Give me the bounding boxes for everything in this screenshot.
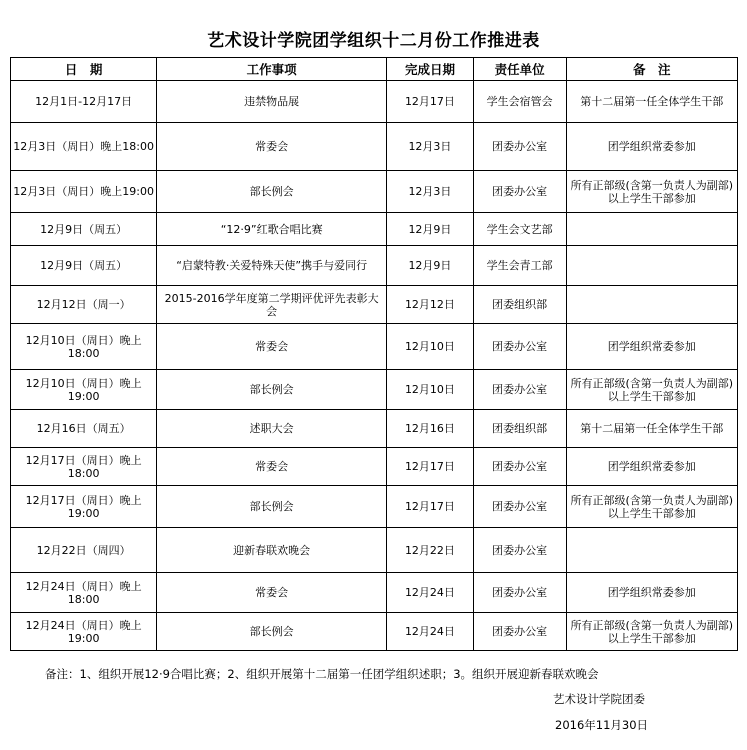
cell-date: 12月10日（周日）晚上18:00 xyxy=(11,324,157,370)
cell-date: 12月17日（周日）晚上19:00 xyxy=(11,486,157,528)
cell-resp: 团委办公室 xyxy=(473,448,566,486)
cell-note xyxy=(566,213,737,246)
cell-date: 12月22日（周四） xyxy=(11,528,157,573)
table-row xyxy=(11,486,738,528)
cell-resp: 团委组织部 xyxy=(473,286,566,324)
cell-done: 12月9日 xyxy=(387,246,474,286)
header-item: 工作事项 xyxy=(157,58,387,81)
cell-date: 12月17日（周日）晚上18:00 xyxy=(11,448,157,486)
cell-resp: 团委办公室 xyxy=(473,486,566,528)
header-resp: 责任单位 xyxy=(473,58,566,81)
cell-done: 12月17日 xyxy=(387,448,474,486)
cell-resp: 团委办公室 xyxy=(473,528,566,573)
cell-note xyxy=(566,528,737,573)
cell-item: “启蒙特教·关爱特殊天使”携手与爱同行 xyxy=(157,246,387,286)
cell-done: 12月3日 xyxy=(387,171,474,213)
cell-date: 12月10日（周日）晚上19:00 xyxy=(11,370,157,410)
cell-resp: 团委办公室 xyxy=(473,123,566,171)
cell-date: 12月24日（周日）晚上18:00 xyxy=(11,573,157,613)
cell-item: 迎新春联欢晚会 xyxy=(157,528,387,573)
cell-resp: 团委办公室 xyxy=(473,573,566,613)
cell-resp: 团委办公室 xyxy=(473,324,566,370)
cell-item: 部长例会 xyxy=(157,370,387,410)
cell-done: 12月10日 xyxy=(387,324,474,370)
document-title: 艺术设计学院团学组织十二月份工作推进表 xyxy=(207,31,540,51)
cell-note: 团学组织常委参加 xyxy=(566,123,737,171)
table-row xyxy=(11,448,738,486)
table-row xyxy=(11,370,738,410)
cell-item: 常委会 xyxy=(157,573,387,613)
header-note: 备 注 xyxy=(566,58,737,81)
cell-date: 12月16日（周五） xyxy=(11,410,157,448)
table-row xyxy=(11,123,738,171)
cell-note: 所有正部级(含第一负责人为副部)以上学生干部参加 xyxy=(566,171,737,213)
cell-note: 第十二届第一任全体学生干部 xyxy=(566,81,737,123)
cell-note: 第十二届第一任全体学生干部 xyxy=(566,410,737,448)
cell-item: 2015-2016学年度第二学期评优评先表彰大会 xyxy=(157,286,387,324)
cell-item: 常委会 xyxy=(157,324,387,370)
cell-item: 部长例会 xyxy=(157,486,387,528)
cell-date: 12月24日（周日）晚上19:00 xyxy=(11,613,157,651)
cell-note: 团学组织常委参加 xyxy=(566,573,737,613)
cell-done: 12月10日 xyxy=(387,370,474,410)
cell-item: 违禁物品展 xyxy=(157,81,387,123)
header-done: 完成日期 xyxy=(387,58,474,81)
footnote: 备注：1、组织开展12·9合唱比赛；2、组织开展第十二届第一任团学组织述职；3。组织开展迎新春联欢晚会 xyxy=(45,667,599,681)
table-row xyxy=(11,81,738,123)
header-row xyxy=(11,58,738,81)
header-date: 日 期 xyxy=(11,58,157,81)
table-row xyxy=(11,410,738,448)
cell-done: 12月3日 xyxy=(387,123,474,171)
cell-item: 常委会 xyxy=(157,448,387,486)
table-row xyxy=(11,171,738,213)
cell-note xyxy=(566,286,737,324)
schedule-table xyxy=(10,57,738,651)
cell-resp: 团委办公室 xyxy=(473,613,566,651)
cell-date: 12月3日（周日）晚上18:00 xyxy=(11,123,157,171)
cell-note xyxy=(566,246,737,286)
cell-item: 述职大会 xyxy=(157,410,387,448)
signature-date: 2016年11月30日 xyxy=(555,718,649,732)
table-row xyxy=(11,613,738,651)
cell-note: 所有正部级(含第一负责人为副部)以上学生干部参加 xyxy=(566,486,737,528)
cell-date: 12月3日（周日）晚上19:00 xyxy=(11,171,157,213)
cell-date: 12月1日-12月17日 xyxy=(11,81,157,123)
cell-item: 常委会 xyxy=(157,123,387,171)
cell-done: 12月16日 xyxy=(387,410,474,448)
cell-note: 团学组织常委参加 xyxy=(566,448,737,486)
cell-item: 部长例会 xyxy=(157,613,387,651)
cell-date: 12月9日（周五） xyxy=(11,246,157,286)
cell-done: 12月17日 xyxy=(387,486,474,528)
cell-done: 12月12日 xyxy=(387,286,474,324)
cell-note: 所有正部级(含第一负责人为副部)以上学生干部参加 xyxy=(566,370,737,410)
cell-done: 12月24日 xyxy=(387,573,474,613)
cell-note: 团学组织常委参加 xyxy=(566,324,737,370)
table-row xyxy=(11,246,738,286)
cell-resp: 团委办公室 xyxy=(473,171,566,213)
table-row xyxy=(11,213,738,246)
cell-resp: 学生会宿管会 xyxy=(473,81,566,123)
cell-date: 12月12日（周一） xyxy=(11,286,157,324)
cell-done: 12月24日 xyxy=(387,613,474,651)
signature: 艺术设计学院团委 xyxy=(553,692,645,706)
table-row xyxy=(11,324,738,370)
cell-note: 所有正部级(含第一负责人为副部)以上学生干部参加 xyxy=(566,613,737,651)
cell-resp: 学生会青工部 xyxy=(473,246,566,286)
cell-item: “12·9”红歌合唱比赛 xyxy=(157,213,387,246)
cell-item: 部长例会 xyxy=(157,171,387,213)
table-row xyxy=(11,286,738,324)
cell-done: 12月22日 xyxy=(387,528,474,573)
cell-date: 12月9日（周五） xyxy=(11,213,157,246)
table-row xyxy=(11,573,738,613)
cell-done: 12月9日 xyxy=(387,213,474,246)
table-row xyxy=(11,528,738,573)
cell-resp: 团委办公室 xyxy=(473,370,566,410)
cell-done: 12月17日 xyxy=(387,81,474,123)
cell-resp: 团委组织部 xyxy=(473,410,566,448)
cell-resp: 学生会文艺部 xyxy=(473,213,566,246)
